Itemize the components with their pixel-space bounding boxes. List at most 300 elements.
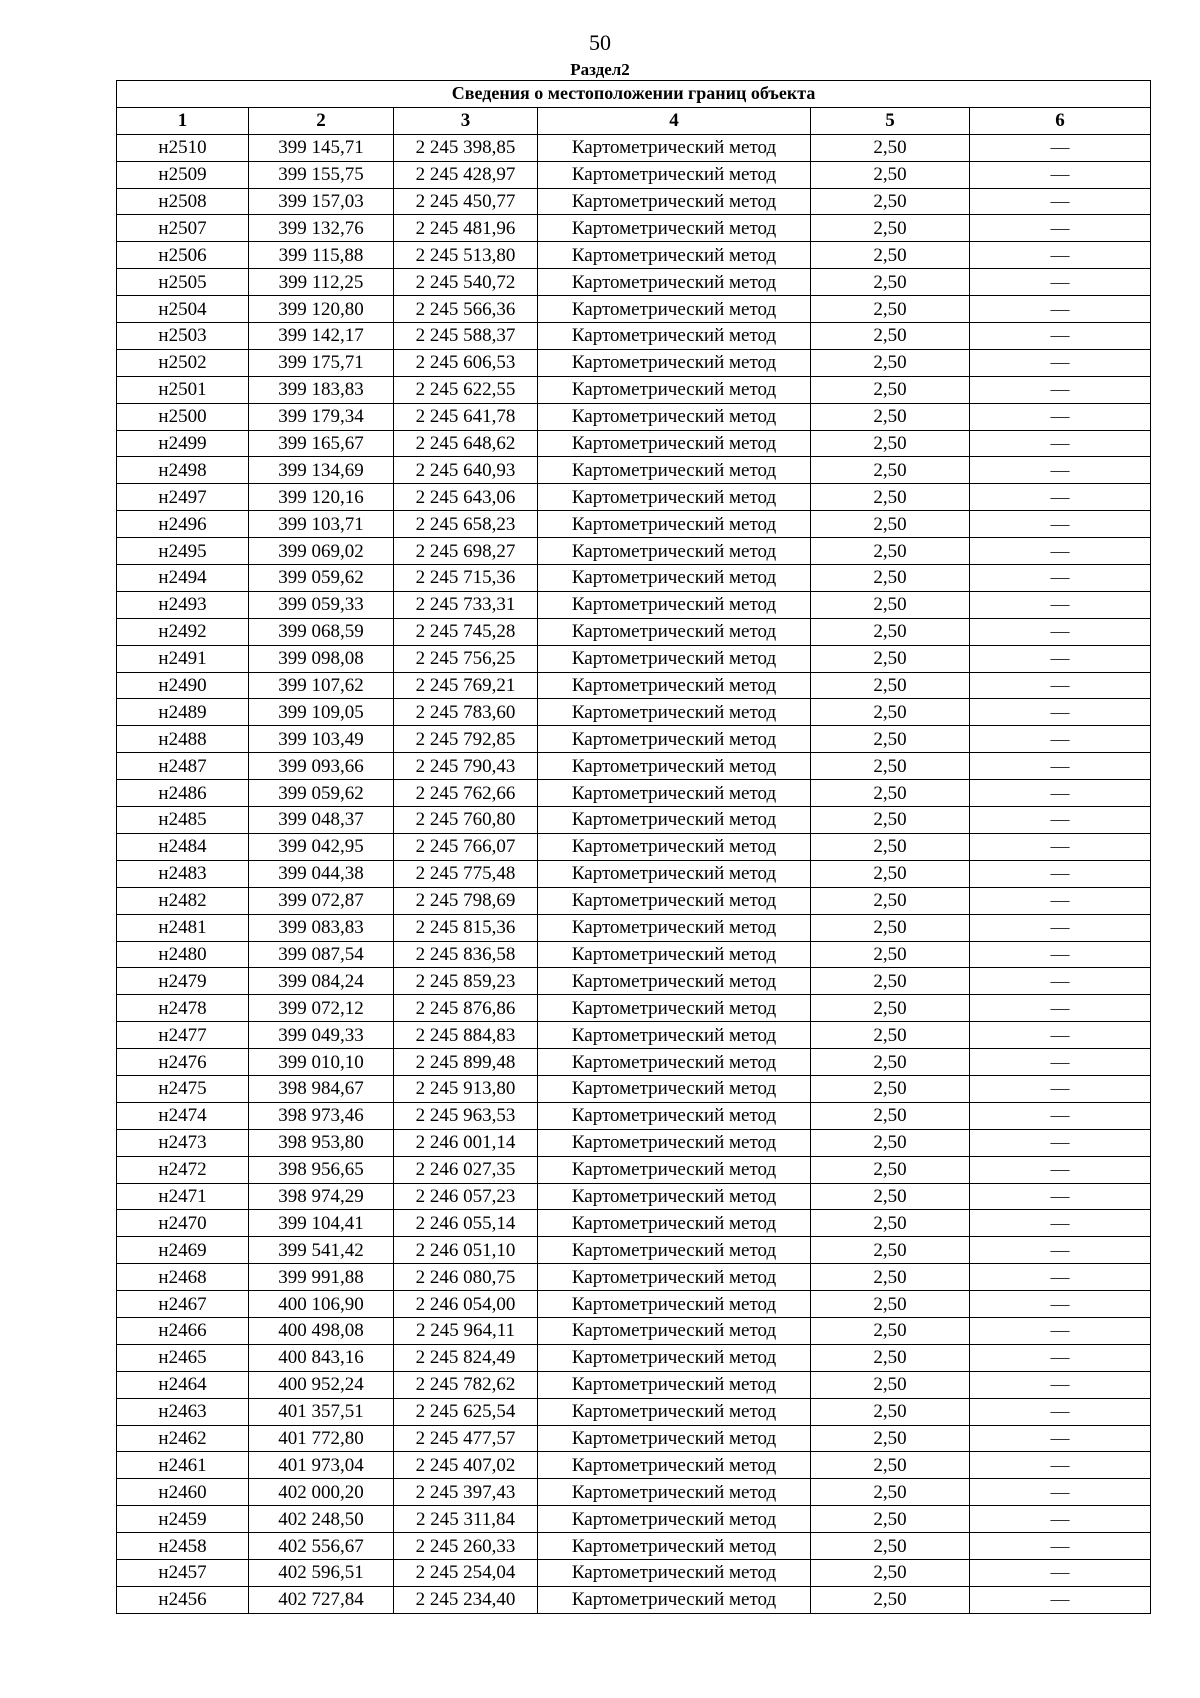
y-coordinate-cell: 2 245 428,97 bbox=[394, 161, 538, 188]
description-cell: — bbox=[970, 565, 1151, 592]
point-id-cell: н2496 bbox=[117, 511, 249, 538]
accuracy-cell: 2,50 bbox=[811, 188, 970, 215]
x-coordinate-cell: 399 083,83 bbox=[249, 914, 394, 941]
y-coordinate-cell: 2 245 513,80 bbox=[394, 242, 538, 269]
point-id-cell: н2457 bbox=[117, 1559, 249, 1586]
x-coordinate-cell: 398 953,80 bbox=[249, 1129, 394, 1156]
table-row bbox=[117, 1129, 1151, 1156]
column-number-row bbox=[117, 107, 1151, 134]
accuracy-cell: 2,50 bbox=[811, 1425, 970, 1452]
description-cell: — bbox=[970, 349, 1151, 376]
y-coordinate-cell: 2 245 836,58 bbox=[394, 941, 538, 968]
table-row bbox=[117, 941, 1151, 968]
table-row bbox=[117, 1452, 1151, 1479]
y-coordinate-cell: 2 245 477,57 bbox=[394, 1425, 538, 1452]
point-id-cell: н2477 bbox=[117, 1022, 249, 1049]
point-id-cell: н2493 bbox=[117, 591, 249, 618]
x-coordinate-cell: 399 109,05 bbox=[249, 699, 394, 726]
description-cell: — bbox=[970, 457, 1151, 484]
point-id-cell: н2509 bbox=[117, 161, 249, 188]
description-cell: — bbox=[970, 215, 1151, 242]
x-coordinate-cell: 399 049,33 bbox=[249, 1022, 394, 1049]
point-id-cell: н2492 bbox=[117, 618, 249, 645]
x-coordinate-cell: 399 093,66 bbox=[249, 753, 394, 780]
method-cell: Картометрический метод bbox=[538, 1156, 811, 1183]
accuracy-cell: 2,50 bbox=[811, 780, 970, 807]
method-cell: Картометрический метод bbox=[538, 1183, 811, 1210]
description-cell: — bbox=[970, 134, 1151, 161]
point-id-cell: н2508 bbox=[117, 188, 249, 215]
point-id-cell: н2494 bbox=[117, 565, 249, 592]
description-cell: — bbox=[970, 1506, 1151, 1533]
description-cell: — bbox=[970, 1479, 1151, 1506]
x-coordinate-cell: 398 956,65 bbox=[249, 1156, 394, 1183]
accuracy-cell: 2,50 bbox=[811, 1075, 970, 1102]
point-id-cell: н2507 bbox=[117, 215, 249, 242]
description-cell: — bbox=[970, 538, 1151, 565]
accuracy-cell: 2,50 bbox=[811, 807, 970, 834]
method-cell: Картометрический метод bbox=[538, 1479, 811, 1506]
y-coordinate-cell: 2 245 643,06 bbox=[394, 484, 538, 511]
accuracy-cell: 2,50 bbox=[811, 1291, 970, 1318]
table-row bbox=[117, 296, 1151, 323]
method-cell: Картометрический метод bbox=[538, 1506, 811, 1533]
method-cell: Картометрический метод bbox=[538, 538, 811, 565]
accuracy-cell: 2,50 bbox=[811, 618, 970, 645]
point-id-cell: н2506 bbox=[117, 242, 249, 269]
y-coordinate-cell: 2 245 824,49 bbox=[394, 1344, 538, 1371]
point-id-cell: н2490 bbox=[117, 672, 249, 699]
table-row bbox=[117, 161, 1151, 188]
accuracy-cell: 2,50 bbox=[811, 484, 970, 511]
method-cell: Картометрический метод bbox=[538, 323, 811, 350]
table-row bbox=[117, 672, 1151, 699]
y-coordinate-cell: 2 245 798,69 bbox=[394, 887, 538, 914]
y-coordinate-cell: 2 245 815,36 bbox=[394, 914, 538, 941]
x-coordinate-cell: 399 157,03 bbox=[249, 188, 394, 215]
accuracy-cell: 2,50 bbox=[811, 134, 970, 161]
table-row bbox=[117, 1102, 1151, 1129]
x-coordinate-cell: 399 069,02 bbox=[249, 538, 394, 565]
description-cell: — bbox=[970, 1129, 1151, 1156]
point-id-cell: н2485 bbox=[117, 807, 249, 834]
point-id-cell: н2461 bbox=[117, 1452, 249, 1479]
point-id-cell: н2470 bbox=[117, 1210, 249, 1237]
description-cell: — bbox=[970, 1344, 1151, 1371]
method-cell: Картометрический метод bbox=[538, 941, 811, 968]
description-cell: — bbox=[970, 161, 1151, 188]
y-coordinate-cell: 2 245 760,80 bbox=[394, 807, 538, 834]
accuracy-cell: 2,50 bbox=[811, 538, 970, 565]
y-coordinate-cell: 2 246 057,23 bbox=[394, 1183, 538, 1210]
y-coordinate-cell: 2 246 080,75 bbox=[394, 1264, 538, 1291]
x-coordinate-cell: 399 010,10 bbox=[249, 1049, 394, 1076]
x-coordinate-cell: 401 973,04 bbox=[249, 1452, 394, 1479]
accuracy-cell: 2,50 bbox=[811, 565, 970, 592]
accuracy-cell: 2,50 bbox=[811, 323, 970, 350]
y-coordinate-cell: 2 245 450,77 bbox=[394, 188, 538, 215]
x-coordinate-cell: 402 000,20 bbox=[249, 1479, 394, 1506]
point-id-cell: н2489 bbox=[117, 699, 249, 726]
accuracy-cell: 2,50 bbox=[811, 349, 970, 376]
x-coordinate-cell: 400 952,24 bbox=[249, 1371, 394, 1398]
method-cell: Картометрический метод bbox=[538, 1049, 811, 1076]
x-coordinate-cell: 399 087,54 bbox=[249, 941, 394, 968]
method-cell: Картометрический метод bbox=[538, 1452, 811, 1479]
point-id-cell: н2486 bbox=[117, 780, 249, 807]
x-coordinate-cell: 399 072,12 bbox=[249, 995, 394, 1022]
point-id-cell: н2495 bbox=[117, 538, 249, 565]
y-coordinate-cell: 2 245 254,04 bbox=[394, 1559, 538, 1586]
x-coordinate-cell: 399 179,34 bbox=[249, 403, 394, 430]
method-cell: Картометрический метод bbox=[538, 672, 811, 699]
table-row bbox=[117, 699, 1151, 726]
y-coordinate-cell: 2 246 001,14 bbox=[394, 1129, 538, 1156]
point-id-cell: н2504 bbox=[117, 296, 249, 323]
table-row bbox=[117, 1398, 1151, 1425]
method-cell: Картометрический метод bbox=[538, 1559, 811, 1586]
description-cell: — bbox=[970, 995, 1151, 1022]
point-id-cell: н2502 bbox=[117, 349, 249, 376]
table-row bbox=[117, 726, 1151, 753]
accuracy-cell: 2,50 bbox=[811, 1506, 970, 1533]
table-caption: Сведения о местоположении границ объекта bbox=[117, 81, 1151, 108]
table-row bbox=[117, 807, 1151, 834]
table-row bbox=[117, 565, 1151, 592]
accuracy-cell: 2,50 bbox=[811, 833, 970, 860]
accuracy-cell: 2,50 bbox=[811, 430, 970, 457]
point-id-cell: н2484 bbox=[117, 833, 249, 860]
description-cell: — bbox=[970, 645, 1151, 672]
table-row bbox=[117, 1022, 1151, 1049]
accuracy-cell: 2,50 bbox=[811, 1344, 970, 1371]
description-cell: — bbox=[970, 618, 1151, 645]
x-coordinate-cell: 399 098,08 bbox=[249, 645, 394, 672]
y-coordinate-cell: 2 246 027,35 bbox=[394, 1156, 538, 1183]
accuracy-cell: 2,50 bbox=[811, 1317, 970, 1344]
y-coordinate-cell: 2 245 769,21 bbox=[394, 672, 538, 699]
point-id-cell: н2503 bbox=[117, 323, 249, 350]
table-row bbox=[117, 1210, 1151, 1237]
y-coordinate-cell: 2 245 658,23 bbox=[394, 511, 538, 538]
column-number: 1 bbox=[117, 107, 249, 134]
x-coordinate-cell: 399 107,62 bbox=[249, 672, 394, 699]
method-cell: Картометрический метод bbox=[538, 699, 811, 726]
table-row bbox=[117, 1183, 1151, 1210]
y-coordinate-cell: 2 246 054,00 bbox=[394, 1291, 538, 1318]
description-cell: — bbox=[970, 833, 1151, 860]
method-cell: Картометрический метод bbox=[538, 269, 811, 296]
description-cell: — bbox=[970, 430, 1151, 457]
method-cell: Картометрический метод bbox=[538, 1344, 811, 1371]
table-row bbox=[117, 1344, 1151, 1371]
method-cell: Картометрический метод bbox=[538, 457, 811, 484]
x-coordinate-cell: 399 059,62 bbox=[249, 565, 394, 592]
point-id-cell: н2458 bbox=[117, 1533, 249, 1560]
table-row bbox=[117, 349, 1151, 376]
accuracy-cell: 2,50 bbox=[811, 511, 970, 538]
x-coordinate-cell: 400 843,16 bbox=[249, 1344, 394, 1371]
point-id-cell: н2499 bbox=[117, 430, 249, 457]
table-row bbox=[117, 134, 1151, 161]
y-coordinate-cell: 2 245 698,27 bbox=[394, 538, 538, 565]
y-coordinate-cell: 2 245 234,40 bbox=[394, 1586, 538, 1613]
description-cell: — bbox=[970, 968, 1151, 995]
description-cell: — bbox=[970, 1559, 1151, 1586]
accuracy-cell: 2,50 bbox=[811, 995, 970, 1022]
method-cell: Картометрический метод bbox=[538, 565, 811, 592]
description-cell: — bbox=[970, 780, 1151, 807]
table-row bbox=[117, 188, 1151, 215]
x-coordinate-cell: 399 120,80 bbox=[249, 296, 394, 323]
accuracy-cell: 2,50 bbox=[811, 1102, 970, 1129]
y-coordinate-cell: 2 245 963,53 bbox=[394, 1102, 538, 1129]
table-row bbox=[117, 914, 1151, 941]
x-coordinate-cell: 398 984,67 bbox=[249, 1075, 394, 1102]
point-id-cell: н2464 bbox=[117, 1371, 249, 1398]
point-id-cell: н2462 bbox=[117, 1425, 249, 1452]
x-coordinate-cell: 399 104,41 bbox=[249, 1210, 394, 1237]
accuracy-cell: 2,50 bbox=[811, 1210, 970, 1237]
method-cell: Картометрический метод bbox=[538, 161, 811, 188]
x-coordinate-cell: 399 165,67 bbox=[249, 430, 394, 457]
y-coordinate-cell: 2 245 566,36 bbox=[394, 296, 538, 323]
y-coordinate-cell: 2 245 606,53 bbox=[394, 349, 538, 376]
x-coordinate-cell: 399 059,62 bbox=[249, 780, 394, 807]
y-coordinate-cell: 2 245 913,80 bbox=[394, 1075, 538, 1102]
description-cell: — bbox=[970, 807, 1151, 834]
point-id-cell: н2488 bbox=[117, 726, 249, 753]
point-id-cell: н2471 bbox=[117, 1183, 249, 1210]
method-cell: Картометрический метод bbox=[538, 1129, 811, 1156]
page-number: 50 bbox=[589, 30, 611, 55]
table-row bbox=[117, 538, 1151, 565]
point-id-cell: н2459 bbox=[117, 1506, 249, 1533]
point-id-cell: н2466 bbox=[117, 1317, 249, 1344]
accuracy-cell: 2,50 bbox=[811, 1586, 970, 1613]
method-cell: Картометрический метод bbox=[538, 995, 811, 1022]
table-row bbox=[117, 995, 1151, 1022]
table-row bbox=[117, 887, 1151, 914]
x-coordinate-cell: 402 596,51 bbox=[249, 1559, 394, 1586]
method-cell: Картометрический метод bbox=[538, 968, 811, 995]
table-row bbox=[117, 1533, 1151, 1560]
boundary-coordinates-table bbox=[116, 80, 1151, 1614]
table-row bbox=[117, 860, 1151, 887]
y-coordinate-cell: 2 245 588,37 bbox=[394, 323, 538, 350]
column-number: 5 bbox=[811, 107, 970, 134]
point-id-cell: н2472 bbox=[117, 1156, 249, 1183]
x-coordinate-cell: 399 142,17 bbox=[249, 323, 394, 350]
y-coordinate-cell: 2 245 884,83 bbox=[394, 1022, 538, 1049]
point-id-cell: н2481 bbox=[117, 914, 249, 941]
description-cell: — bbox=[970, 726, 1151, 753]
x-coordinate-cell: 399 103,71 bbox=[249, 511, 394, 538]
x-coordinate-cell: 399 068,59 bbox=[249, 618, 394, 645]
table-row bbox=[117, 1586, 1151, 1613]
description-cell: — bbox=[970, 484, 1151, 511]
accuracy-cell: 2,50 bbox=[811, 1049, 970, 1076]
point-id-cell: н2475 bbox=[117, 1075, 249, 1102]
method-cell: Картометрический метод bbox=[538, 349, 811, 376]
x-coordinate-cell: 399 103,49 bbox=[249, 726, 394, 753]
table-caption-row bbox=[117, 81, 1151, 108]
accuracy-cell: 2,50 bbox=[811, 1533, 970, 1560]
y-coordinate-cell: 2 245 859,23 bbox=[394, 968, 538, 995]
point-id-cell: н2483 bbox=[117, 860, 249, 887]
point-id-cell: н2497 bbox=[117, 484, 249, 511]
y-coordinate-cell: 2 245 762,66 bbox=[394, 780, 538, 807]
description-cell: — bbox=[970, 1317, 1151, 1344]
y-coordinate-cell: 2 245 311,84 bbox=[394, 1506, 538, 1533]
table-row bbox=[117, 753, 1151, 780]
method-cell: Картометрический метод bbox=[538, 1371, 811, 1398]
method-cell: Картометрический метод bbox=[538, 403, 811, 430]
accuracy-cell: 2,50 bbox=[811, 269, 970, 296]
table-row bbox=[117, 484, 1151, 511]
table-row bbox=[117, 1156, 1151, 1183]
accuracy-cell: 2,50 bbox=[811, 1452, 970, 1479]
y-coordinate-cell: 2 245 622,55 bbox=[394, 376, 538, 403]
description-cell: — bbox=[970, 753, 1151, 780]
method-cell: Картометрический метод bbox=[538, 134, 811, 161]
description-cell: — bbox=[970, 914, 1151, 941]
accuracy-cell: 2,50 bbox=[811, 376, 970, 403]
method-cell: Картометрический метод bbox=[538, 780, 811, 807]
y-coordinate-cell: 2 245 775,48 bbox=[394, 860, 538, 887]
description-cell: — bbox=[970, 672, 1151, 699]
accuracy-cell: 2,50 bbox=[811, 1156, 970, 1183]
accuracy-cell: 2,50 bbox=[811, 1237, 970, 1264]
description-cell: — bbox=[970, 296, 1151, 323]
method-cell: Картометрический метод bbox=[538, 1102, 811, 1129]
accuracy-cell: 2,50 bbox=[811, 941, 970, 968]
description-cell: — bbox=[970, 376, 1151, 403]
table-row bbox=[117, 269, 1151, 296]
method-cell: Картометрический метод bbox=[538, 188, 811, 215]
x-coordinate-cell: 399 541,42 bbox=[249, 1237, 394, 1264]
point-id-cell: н2460 bbox=[117, 1479, 249, 1506]
method-cell: Картометрический метод bbox=[538, 1317, 811, 1344]
description-cell: — bbox=[970, 1102, 1151, 1129]
method-cell: Картометрический метод bbox=[538, 296, 811, 323]
accuracy-cell: 2,50 bbox=[811, 591, 970, 618]
description-cell: — bbox=[970, 1156, 1151, 1183]
description-cell: — bbox=[970, 1210, 1151, 1237]
method-cell: Картометрический метод bbox=[538, 1291, 811, 1318]
description-cell: — bbox=[970, 1452, 1151, 1479]
method-cell: Картометрический метод bbox=[538, 1586, 811, 1613]
accuracy-cell: 2,50 bbox=[811, 672, 970, 699]
description-cell: — bbox=[970, 941, 1151, 968]
y-coordinate-cell: 2 245 756,25 bbox=[394, 645, 538, 672]
x-coordinate-cell: 399 132,76 bbox=[249, 215, 394, 242]
description-cell: — bbox=[970, 1075, 1151, 1102]
column-number: 4 bbox=[538, 107, 811, 134]
table-row bbox=[117, 457, 1151, 484]
accuracy-cell: 2,50 bbox=[811, 1264, 970, 1291]
point-id-cell: н2469 bbox=[117, 1237, 249, 1264]
point-id-cell: н2505 bbox=[117, 269, 249, 296]
table-row bbox=[117, 1506, 1151, 1533]
method-cell: Картометрический метод bbox=[538, 215, 811, 242]
accuracy-cell: 2,50 bbox=[811, 215, 970, 242]
x-coordinate-cell: 399 072,87 bbox=[249, 887, 394, 914]
description-cell: — bbox=[970, 188, 1151, 215]
x-coordinate-cell: 402 248,50 bbox=[249, 1506, 394, 1533]
point-id-cell: н2467 bbox=[117, 1291, 249, 1318]
accuracy-cell: 2,50 bbox=[811, 860, 970, 887]
accuracy-cell: 2,50 bbox=[811, 1183, 970, 1210]
point-id-cell: н2473 bbox=[117, 1129, 249, 1156]
accuracy-cell: 2,50 bbox=[811, 914, 970, 941]
x-coordinate-cell: 398 974,29 bbox=[249, 1183, 394, 1210]
x-coordinate-cell: 399 175,71 bbox=[249, 349, 394, 376]
x-coordinate-cell: 399 120,16 bbox=[249, 484, 394, 511]
method-cell: Картометрический метод bbox=[538, 887, 811, 914]
accuracy-cell: 2,50 bbox=[811, 968, 970, 995]
x-coordinate-cell: 399 183,83 bbox=[249, 376, 394, 403]
accuracy-cell: 2,50 bbox=[811, 1398, 970, 1425]
point-id-cell: н2501 bbox=[117, 376, 249, 403]
y-coordinate-cell: 2 245 397,43 bbox=[394, 1479, 538, 1506]
x-coordinate-cell: 399 042,95 bbox=[249, 833, 394, 860]
method-cell: Картометрический метод bbox=[538, 833, 811, 860]
table-row bbox=[117, 376, 1151, 403]
method-cell: Картометрический метод bbox=[538, 860, 811, 887]
description-cell: — bbox=[970, 1533, 1151, 1560]
accuracy-cell: 2,50 bbox=[811, 1129, 970, 1156]
description-cell: — bbox=[970, 1291, 1151, 1318]
point-id-cell: н2476 bbox=[117, 1049, 249, 1076]
y-coordinate-cell: 2 245 899,48 bbox=[394, 1049, 538, 1076]
method-cell: Картометрический метод bbox=[538, 618, 811, 645]
table-row bbox=[117, 1049, 1151, 1076]
accuracy-cell: 2,50 bbox=[811, 296, 970, 323]
description-cell: — bbox=[970, 323, 1151, 350]
method-cell: Картометрический метод bbox=[538, 1398, 811, 1425]
method-cell: Картометрический метод bbox=[538, 726, 811, 753]
method-cell: Картометрический метод bbox=[538, 807, 811, 834]
description-cell: — bbox=[970, 591, 1151, 618]
method-cell: Картометрический метод bbox=[538, 484, 811, 511]
method-cell: Картометрический метод bbox=[538, 753, 811, 780]
description-cell: — bbox=[970, 511, 1151, 538]
table-row bbox=[117, 242, 1151, 269]
table-row bbox=[117, 1291, 1151, 1318]
point-id-cell: н2474 bbox=[117, 1102, 249, 1129]
accuracy-cell: 2,50 bbox=[811, 699, 970, 726]
table-row bbox=[117, 618, 1151, 645]
x-coordinate-cell: 399 059,33 bbox=[249, 591, 394, 618]
accuracy-cell: 2,50 bbox=[811, 1022, 970, 1049]
accuracy-cell: 2,50 bbox=[811, 242, 970, 269]
description-cell: — bbox=[970, 1049, 1151, 1076]
y-coordinate-cell: 2 245 782,62 bbox=[394, 1371, 538, 1398]
table-row bbox=[117, 1559, 1151, 1586]
x-coordinate-cell: 399 155,75 bbox=[249, 161, 394, 188]
method-cell: Картометрический метод bbox=[538, 376, 811, 403]
table-row bbox=[117, 1317, 1151, 1344]
y-coordinate-cell: 2 245 792,85 bbox=[394, 726, 538, 753]
y-coordinate-cell: 2 245 407,02 bbox=[394, 1452, 538, 1479]
x-coordinate-cell: 399 134,69 bbox=[249, 457, 394, 484]
accuracy-cell: 2,50 bbox=[811, 753, 970, 780]
y-coordinate-cell: 2 245 260,33 bbox=[394, 1533, 538, 1560]
x-coordinate-cell: 402 556,67 bbox=[249, 1533, 394, 1560]
point-id-cell: н2482 bbox=[117, 887, 249, 914]
table-row bbox=[117, 1264, 1151, 1291]
